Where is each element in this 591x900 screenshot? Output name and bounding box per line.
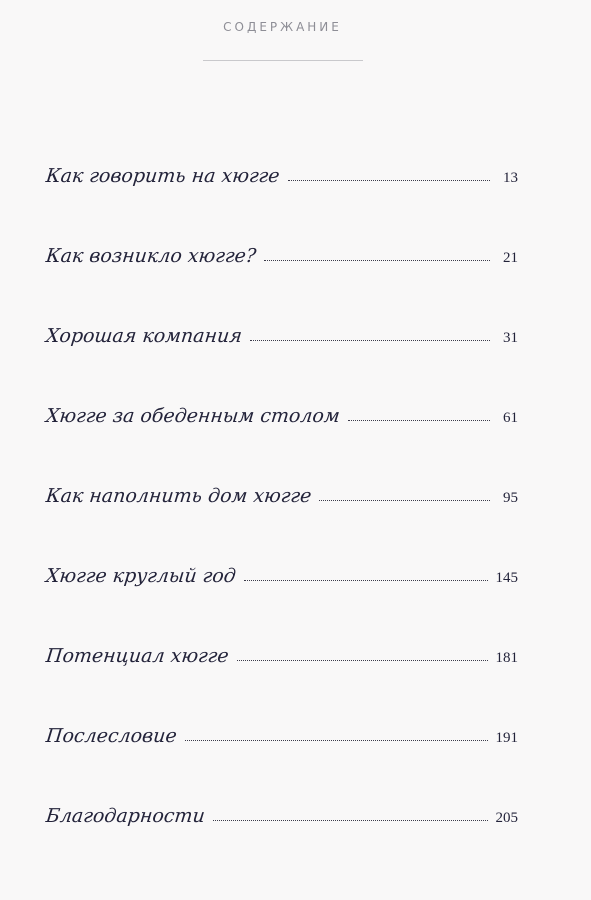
toc-entry-page: 13 bbox=[503, 170, 518, 186]
toc-entry[interactable] bbox=[46, 347, 518, 427]
dot-leader bbox=[237, 660, 488, 661]
dot-leader bbox=[185, 740, 488, 741]
toc-entry-page: 21 bbox=[503, 250, 518, 266]
toc-entry[interactable] bbox=[46, 747, 518, 827]
toc-entry-page: 205 bbox=[495, 810, 518, 826]
toc-entry[interactable] bbox=[46, 507, 518, 587]
toc-entry-title: Благодарности bbox=[44, 805, 206, 827]
toc-entry-title: Потенциал хюгге bbox=[44, 645, 230, 667]
dot-leader bbox=[319, 500, 490, 501]
toc-entry-title: Как наполнить дом хюгге bbox=[44, 485, 313, 507]
toc-entry-title: Хюгге за обеденным столом bbox=[44, 405, 341, 427]
toc-entry[interactable] bbox=[46, 587, 518, 667]
toc-entry-title: Как говорить на хюгге bbox=[44, 165, 281, 187]
toc-entry-title: Хорошая компания bbox=[44, 325, 244, 347]
toc-entry-page: 145 bbox=[495, 570, 518, 586]
toc-entry-title: Как возникло хюгге? bbox=[44, 245, 258, 267]
toc-entry-page: 191 bbox=[495, 730, 518, 746]
table-of-contents bbox=[46, 157, 518, 827]
toc-entry[interactable] bbox=[46, 667, 518, 747]
toc-entry[interactable] bbox=[46, 187, 518, 267]
title-divider bbox=[203, 60, 363, 61]
dot-leader bbox=[213, 820, 488, 821]
toc-entry-title: Послесловие bbox=[44, 725, 178, 747]
toc-entry-page: 181 bbox=[495, 650, 518, 666]
toc-entry-page: 61 bbox=[503, 410, 518, 426]
toc-entry[interactable] bbox=[46, 427, 518, 507]
dot-leader bbox=[250, 340, 490, 341]
dot-leader bbox=[288, 180, 490, 181]
toc-entry-page: 31 bbox=[503, 330, 518, 346]
toc-entry-title: Хюгге круглый год bbox=[44, 565, 237, 587]
toc-entry[interactable] bbox=[46, 157, 518, 187]
dot-leader bbox=[264, 260, 490, 261]
toc-entry-page: 95 bbox=[503, 490, 518, 506]
toc-entry[interactable] bbox=[46, 267, 518, 347]
dot-leader bbox=[348, 420, 490, 421]
page-title: СОДЕРЖАНИЕ bbox=[223, 20, 342, 34]
dot-leader bbox=[244, 580, 488, 581]
